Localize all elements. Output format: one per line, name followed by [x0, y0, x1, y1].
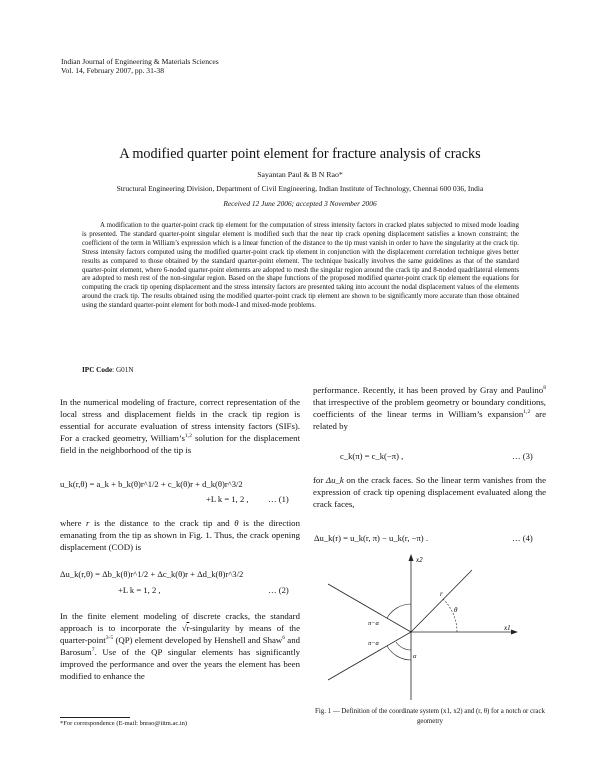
paper-title: A modified quarter point element for fracture analysis of cracks	[119, 146, 481, 162]
radius-line	[411, 570, 472, 632]
left-paragraph-1: In the numerical modeling of fracture, correct representation of the local stress and displacement fields in the crack tip region is essential for accurate evaluation of stress intensity factors (SIFs). For a cracked geometry, $William’s^{1,2}$ solution for the displacement field in the neighborhood of the tip is	[60, 397, 301, 455]
equation-4: Δu_k(r) = u_k(r, π) − u_k(r, −π) .	[314, 533, 428, 543]
equation-2-line-2: +L k = 1, 2 ,	[118, 585, 161, 595]
equation-3: c_k(π) = c_k(−π) ,	[340, 451, 404, 461]
x1-axis-arrow	[511, 630, 518, 635]
figure-1-caption: Fig. 1 — Definition of the coordinate system (x1, x2) and (r, θ) for a notch or crack geometry	[315, 708, 545, 725]
author-affiliation: Structural Engineering Division, Department of Civil Engineering, Indian Institute of Technology, Chennai 600 036, India	[116, 184, 484, 193]
upper-angle-arc	[387, 604, 411, 618]
abstract: A modification to the quarter-point crack tip element for the computation of stress intensity factors in cracked plates subjected to mixed mode loading is presented. The standard quarter-point singular element is modified such that the near tip crack opening displacement satisfies a known constraint; the coefficient of the term in William’s expression which is a linear function of the distance to the tip must vanish in order to have the singularity at the crack tip. Stress intensity factors computed using the modified quarter-point crack tip element in conjunction with the displacement correlation technique gives better results as compared to those obtained by the standard quarter-point element. The technique basically involves the same guidelines as that of the standard quarter-point element, where 6-noded quarter-point elements are adopted to mesh the singular region around the crack tip and 8-noded quadrilateral elements are adopted to mesh rest of the non-singular region. Based on the shape functions of the proposed modified quarter-point crack tip element the equations for computing the crack tip opening displacement and the stress intensity factors are presented taking into account the nodal displacement values of the elements around the crack tip. The results obtained using the modified quarter-point crack tip element are shown to be significantly more accurate than those obtained using the standard quarter-point element for both mode-I and mixed-mode problems.	[82, 222, 519, 310]
x2-axis-label: x2	[416, 556, 423, 564]
equation-1-number: … (1)	[268, 494, 289, 504]
theta-label: θ	[454, 606, 458, 614]
equation-1-line-1	[60, 479, 243, 489]
paper-authors: Sayantan Paul & B N Rao*	[257, 170, 343, 179]
lower-angle-arc	[387, 646, 411, 660]
lower-angle-label: π−α	[368, 640, 379, 647]
radius-label: r	[440, 590, 443, 598]
upper-angle-label: π−α	[368, 620, 379, 627]
received-dates: Received 12 June 2006; accepted 3 November 2006	[223, 199, 377, 208]
footnote: *For correspondence (E-mail: bnrao@iitm.ac.in)	[60, 720, 188, 727]
journal-name: Indian Journal of Engineering & Materials Sciences	[61, 57, 219, 66]
footnote-rule	[60, 717, 130, 718]
equation-3-number: … (3)	[512, 451, 533, 461]
right-paragraph-1: performance. Recently, it has been proved by Gray and Paulino$^8$ that irrespective of the problem geometry or boundary conditions, coefficients of the linear terms in William’s expansion$^{1,2}$ are related by	[313, 385, 546, 431]
ipc-label: IPC Code	[82, 366, 113, 374]
left-paragraph-2: where r is the distance to the crack tip and θ is the direction emanating from the tip as shown in Fig. 1. Thus, the crack opening displacement (COD) is	[60, 518, 300, 552]
alpha-arc	[396, 642, 411, 650]
equation-2-number: … (2)	[268, 585, 289, 595]
equation-1-line-2: +L k = 1, 2 ,	[206, 494, 249, 504]
x1-axis-label: x1	[504, 624, 511, 632]
equation-1-text: u_k(r,θ) = a_k + b_k(θ)r^1/2 + c_k(θ)r + d_k(θ)r^3/2	[60, 479, 243, 489]
right-paragraph-2: for Δu_k on the crack faces. So the linear term vanishes from the expression of crack tip opening displacement evaluated along the crack faces,	[313, 475, 546, 509]
journal-header	[61, 57, 219, 76]
ipc-value: : G01N	[112, 366, 134, 374]
figure-1-coordinate-diagram	[322, 550, 522, 702]
ipc-code	[82, 366, 134, 374]
equation-4-number: … (4)	[512, 533, 533, 543]
alpha-label: α	[413, 653, 417, 660]
equation-2-line-1: Δu_k(r,θ) = Δb_k(θ)r^1/2 + Δc_k(θ)r + Δd_k(θ)r^3/2	[60, 569, 244, 579]
x2-axis-arrow	[409, 554, 414, 561]
left-paragraph-3: In the finite element modeling of discrete cracks, the standard approach is to incorporate the √r-singularity by means of the quarter-point$^{3-5}$ (QP) element developed by Henshell and Shaw$^6$ and Barosum$^7$. Use of the QP singular elements has significantly improved the performance and over the years the element has been modified to enhance the	[60, 611, 300, 681]
theta-arc	[443, 599, 457, 632]
journal-volume: Vol. 14, February 2007, pp. 31-38	[61, 66, 165, 76]
